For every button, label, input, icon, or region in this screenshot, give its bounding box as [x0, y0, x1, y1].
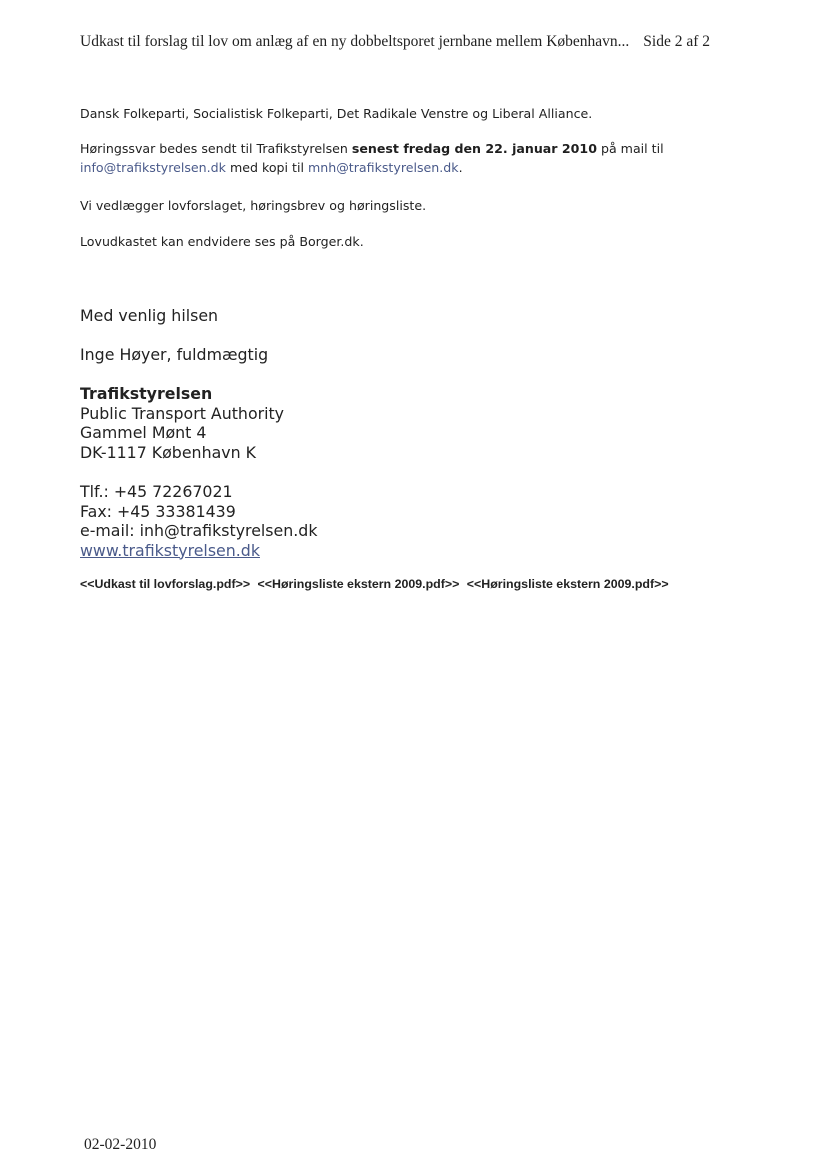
contact-block — [80, 482, 317, 560]
sender-name: Inge Høyer, fuldmægtig — [80, 345, 269, 364]
footer-date: 02-02-2010 — [84, 1136, 157, 1153]
hearing-paragraph — [80, 139, 664, 177]
attachment-item[interactable]: <<Høringsliste ekstern 2009.pdf>> — [466, 577, 669, 591]
city-address: DK-1117 København K — [80, 442, 257, 462]
fax-number: Fax: +45 33381439 — [80, 501, 236, 521]
attachment-item[interactable]: <<Udkast til lovforslag.pdf>> — [80, 577, 251, 591]
phone-number: Tlf.: +45 72267021 — [80, 482, 233, 501]
header-title: Udkast til forslag til lov om anlæg af en ny dobbeltsporet jernbane mellem København... — [80, 33, 630, 50]
enclosed-line: Vi vedlægger lovforslaget, høringsbrev og høringsliste. — [80, 198, 427, 213]
borger-line: Lovudkastet kan endvidere ses på Borger.dk. — [80, 234, 364, 249]
website-link[interactable]: www.trafikstyrelsen.dk — [80, 540, 260, 560]
hearing-mid: på mail til — [596, 141, 664, 156]
copy-email-link[interactable]: mnh@trafikstyrelsen.dk — [307, 160, 459, 175]
org-name-en: Public Transport Authority — [80, 403, 285, 423]
hearing-deadline: senest fredag den 22. januar 2010 — [351, 141, 597, 156]
signature-block — [80, 384, 284, 462]
hearing-end: . — [458, 160, 463, 175]
parties-line: Dansk Folkeparti, Socialistisk Folkeparti, Det Radikale Venstre og Liberal Alliance. — [80, 106, 593, 121]
street-address: Gammel Mønt 4 — [80, 423, 207, 442]
hearing-copy: med kopi til — [225, 160, 308, 175]
hearing-prefix: Høringssvar bedes sendt til Trafikstyrelsen — [80, 141, 352, 156]
email-address: e-mail: inh@trafikstyrelsen.dk — [80, 521, 318, 540]
attachment-item[interactable]: <<Høringsliste ekstern 2009.pdf>> — [257, 577, 460, 591]
page-number: Side 2 af 2 — [643, 33, 711, 50]
greeting: Med venlig hilsen — [80, 306, 219, 325]
org-name: Trafikstyrelsen — [80, 384, 213, 403]
attachments-list — [80, 577, 669, 591]
hearing-email-link[interactable]: info@trafikstyrelsen.dk — [80, 160, 226, 175]
page-header — [80, 33, 740, 51]
